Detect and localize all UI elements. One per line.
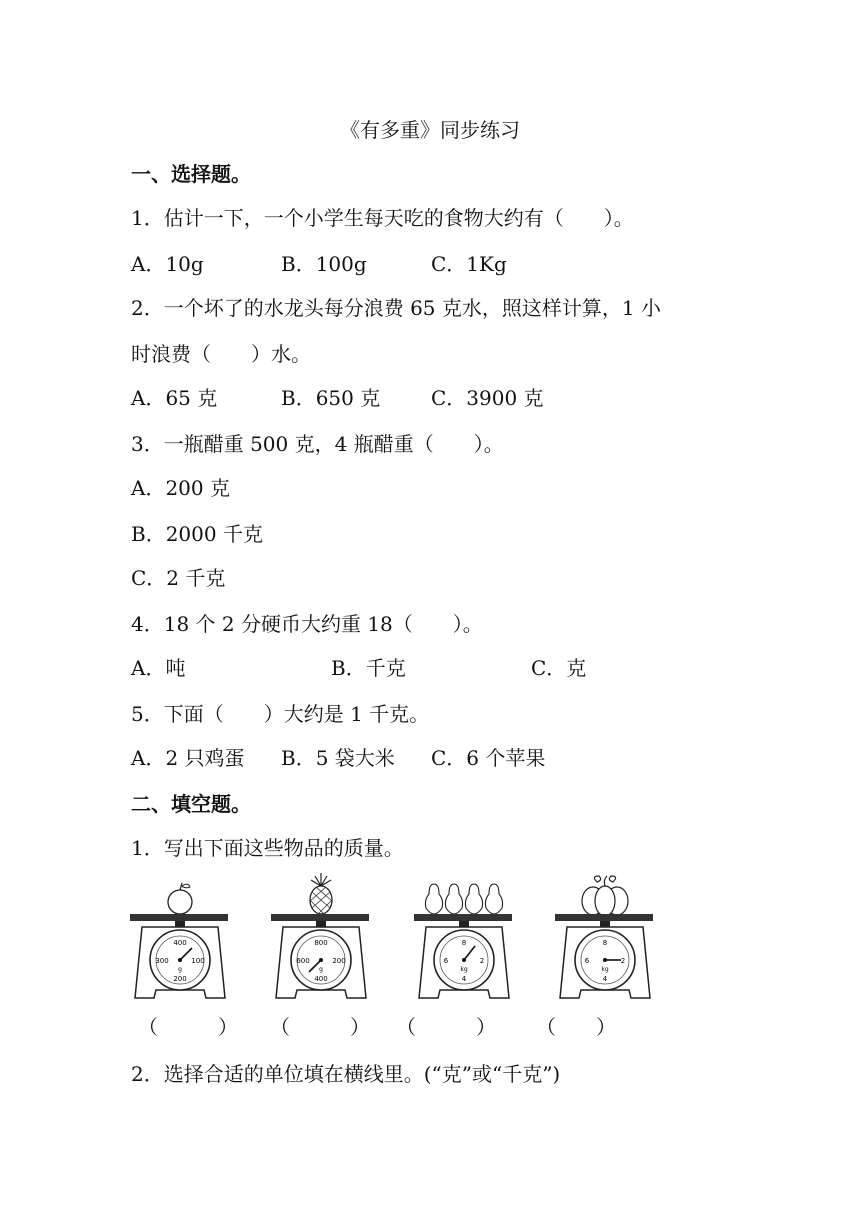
answer-blank-pumpkin[interactable]: （ ） [536,1015,616,1039]
pineapple-icon [310,873,332,914]
dial-label-bottom: 200 [173,975,187,983]
scales-figure [128,870,688,1010]
q4-option-c[interactable]: C．克 [531,656,587,680]
dial-unit: kg [601,966,609,973]
scale-pumpkin [553,870,657,1004]
q3-option-a[interactable]: A．200 克 [131,476,230,500]
q2-option-c[interactable]: C．3900 克 [431,386,544,410]
q4-option-b[interactable]: B．千克 [331,656,406,680]
answer-blank-pears[interactable]: （ ） [396,1015,496,1039]
q5-option-c[interactable]: C．6 个苹果 [431,746,546,770]
scale-pears [412,870,516,1004]
q1-option-c[interactable]: C．1Kg [431,252,507,276]
q5-option-a[interactable]: A．2 只鸡蛋 [131,746,245,770]
dial-label-right: 2 [620,957,626,965]
q2-option-b[interactable]: B．650 克 [281,386,381,410]
apple-icon [168,883,192,914]
question-5: 5．下面（ ）大约是 1 千克。 [131,702,430,726]
dial-unit: kg [460,966,468,973]
dial-unit: g [319,966,323,973]
q1-option-b[interactable]: B．100g [281,252,367,276]
dial-label-bottom: 4 [461,975,467,983]
dial-unit: g [178,966,182,973]
dial-label-left: 6 [584,957,590,965]
dial-label-top: 8 [461,939,467,947]
q2-option-a[interactable]: A．65 克 [131,386,218,410]
dial-label-top: 400 [173,939,187,947]
answer-blank-pineapple[interactable]: （ ） [270,1015,370,1039]
dial-label-right: 200 [332,957,346,965]
question-4: 4．18 个 2 分硬币大约重 18（ ）。 [131,612,483,636]
scale-apple [128,870,232,1004]
dial-label-left: 6 [443,957,449,965]
dial-label-bottom: 400 [314,975,328,983]
q3-option-c[interactable]: C．2 千克 [131,566,226,590]
q3-option-b[interactable]: B．2000 千克 [131,522,263,546]
scale-pineapple [269,870,373,1004]
q1-option-a[interactable]: A．10g [131,252,204,276]
q4-option-a[interactable]: A．吨 [131,656,186,680]
worksheet-title: 《有多重》同步练习 [340,118,520,142]
question-1: 1．估计一下，一个小学生每天吃的食物大约有（ ）。 [131,206,634,230]
fill-question-2: 2．选择合适的单位填在横线里。(“克”或“千克”) [131,1062,561,1086]
answer-blank-apple[interactable]: （ ） [138,1015,238,1039]
dial-label-top: 8 [602,939,608,947]
dial-label-left: 600 [296,957,310,965]
fill-question-1: 1．写出下面这些物品的质量。 [131,836,404,860]
pears-icon [425,884,502,914]
dial-label-top: 800 [314,939,328,947]
question-2-line-2: 时浪费（ ）水。 [131,342,311,366]
dial-label-bottom: 4 [602,975,608,983]
dial-label-left: 300 [155,957,169,965]
section-multiple-choice-heading: 一、选择题。 [131,162,251,186]
q5-option-b[interactable]: B．5 袋大米 [281,746,395,770]
pumpkin-icon [582,876,628,916]
question-3: 3．一瓶醋重 500 克，4 瓶醋重（ ）。 [131,432,504,456]
section-fill-in-heading: 二、填空题。 [131,792,251,816]
dial-label-right: 2 [479,957,485,965]
question-2-line-1: 2．一个坏了的水龙头每分浪费 65 克水，照这样计算，1 小 [131,296,661,320]
dial-label-right: 100 [191,957,205,965]
